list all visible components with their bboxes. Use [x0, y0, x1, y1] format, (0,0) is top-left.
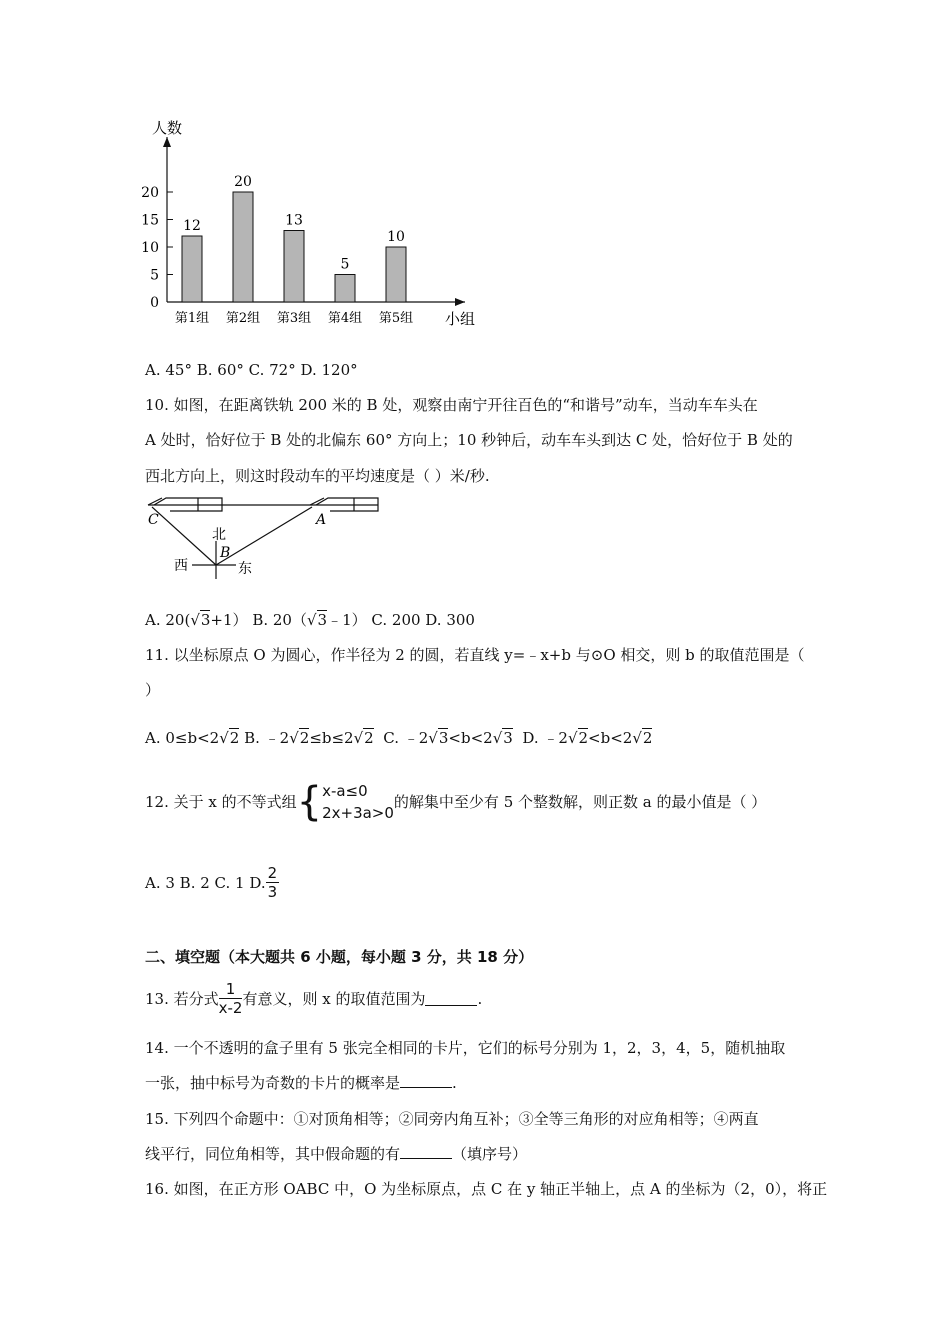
q10-options: [145, 610, 475, 630]
fraction-two-thirds: [266, 864, 280, 901]
x-axis-arrow: [455, 298, 465, 306]
x-axis-label: 小组: [445, 310, 476, 328]
label-north: 北: [212, 527, 226, 543]
train-figure: [140, 493, 390, 583]
q12-stem: [145, 780, 766, 824]
q11-line1: 11. 以坐标原点 O 为圆心，作半径为 2 的圆，若直线 y=﹣x+b 与⊙O 相交，则 b 的取值范围是（: [145, 646, 805, 664]
q11-option-c-mid: <b<2: [448, 729, 493, 747]
q13-end: .: [477, 989, 483, 1008]
q10-option-b-radicand: 3: [317, 611, 328, 629]
q12-options: [145, 864, 279, 901]
q12-opts: A. 3 B. 2 C. 1 D.: [145, 873, 266, 892]
q11-options: A. 0≤b<2√2 B. ﹣2√2≤b≤2√2 C. ﹣2√3<b<2√3 D. ﹣2√2<b<2√2: [145, 729, 653, 747]
bar-value-label: 20: [234, 174, 252, 190]
label-a: A: [316, 512, 327, 528]
q11-option-a: A. 0≤b<2: [145, 729, 220, 747]
frac-num: 2: [267, 864, 278, 882]
inequality-system: [322, 780, 394, 824]
q16-line1: 16. 如图，在正方形 OABC 中，O 为坐标原点，点 C 在 y 轴正半轴上，点 A 的坐标为（2，0），将正: [145, 1180, 828, 1198]
radicand: 2: [642, 729, 653, 747]
label-east: 东: [238, 561, 252, 577]
frac-den: 3: [267, 883, 278, 901]
q15-line1: 15. 下列四个命题中：①对顶角相等；②同旁内角互补；③全等三角形的对应角相等；④两直: [145, 1110, 759, 1128]
radicand: 2: [364, 729, 374, 747]
q10-line1: 10. 如图，在距离铁轨 200 米的 B 处，观察由南宁开往百色的“和谐号”动车，当动车车头在: [145, 396, 758, 414]
category-label: 第1组: [174, 311, 210, 326]
bar: [335, 275, 355, 303]
y-tick-label: 20: [141, 185, 159, 201]
q15-line2-wrap: [145, 1144, 527, 1164]
label-west: 西: [174, 558, 188, 574]
frac-den: x-2: [218, 999, 243, 1017]
q9-options: A. 45° B. 60° C. 72° D. 120°: [145, 361, 358, 379]
y-tick-label: 10: [141, 240, 159, 256]
inequality-2: 2x+3a>0: [322, 804, 394, 822]
q12-pre: 12. 关于 x 的不等式组: [145, 793, 297, 811]
label-c: C: [148, 512, 159, 528]
brace-icon: {: [296, 779, 323, 825]
q11-option-b-mid: ≤b≤2: [309, 729, 354, 747]
y-tick-label: 15: [141, 212, 159, 229]
radicand: 3: [438, 729, 449, 747]
frac-num: 1: [219, 980, 243, 999]
q14-end: .: [452, 1074, 457, 1092]
q14-line1: 14. 一个不透明的盒子里有 5 张完全相同的卡片，它们的标号分别为 1，2，3，4，5，随机抽取: [145, 1039, 786, 1057]
q11-option-d-mid: <b<2: [588, 729, 633, 747]
answer-blank[interactable]: [400, 1144, 452, 1159]
bar-chart: [140, 115, 500, 335]
y-axis-arrow: [163, 137, 171, 147]
q14-line2: 一张，抽中标号为奇数的卡片的概率是: [145, 1074, 401, 1092]
sqrt-sign: √: [306, 611, 317, 629]
bar: [233, 192, 253, 302]
radicand: 2: [578, 729, 589, 747]
q10-option-a-post: +1）: [210, 611, 248, 629]
q13: [145, 980, 482, 1017]
q11-line2: ）: [145, 681, 161, 699]
bar: [284, 231, 304, 303]
category-label: 第2组: [225, 311, 261, 326]
q11-option-b: B. ﹣2: [244, 729, 290, 747]
category-label: 第5组: [378, 311, 414, 326]
radicand: 2: [299, 729, 310, 747]
q13-post: 有意义，则 x 的取值范围为: [242, 989, 426, 1008]
q10-option-b-pre: B. 20（: [252, 611, 307, 629]
bar-value-label: 13: [285, 212, 303, 229]
q10-option-cd: C. 200 D. 300: [371, 611, 475, 629]
bar-value-label: 5: [340, 256, 350, 273]
q10-option-a-radicand: 3: [200, 611, 211, 629]
answer-blank[interactable]: [425, 991, 477, 1006]
q10-option-a-pre: A. 20(: [145, 611, 191, 629]
q15-end: （填序号）: [452, 1145, 528, 1163]
category-label: 第3组: [276, 311, 312, 326]
bar-value-label: 10: [387, 229, 405, 245]
q11-option-c: C. ﹣2: [383, 729, 429, 747]
radicand: 2: [229, 729, 240, 747]
y-tick-label: 0: [150, 295, 159, 311]
radicand: 3: [503, 729, 513, 747]
bar-value-label: 12: [183, 218, 201, 234]
inequality-1: x-a≤0: [322, 782, 368, 800]
y-tick-label: 5: [150, 267, 159, 284]
label-b: B: [220, 545, 231, 561]
y-axis-label: 人数: [152, 119, 183, 137]
bar: [386, 247, 406, 302]
bar: [182, 236, 202, 302]
q10-option-b-post: ﹣1）: [327, 611, 367, 629]
fraction: [219, 980, 243, 1017]
category-label: 第4组: [327, 311, 363, 326]
q12-post: 的解集中至少有 5 个整数解，则正数 a 的最小值是（ ）: [393, 793, 767, 811]
sqrt-sign: √: [190, 611, 200, 629]
q15-line2: 线平行，同位角相等，其中假命题的有: [145, 1145, 401, 1163]
q11-option-d: D. ﹣2: [522, 729, 568, 747]
q13-pre: 13. 若分式: [145, 989, 219, 1008]
q10-line2: A 处时，恰好位于 B 处的北偏东 60° 方向上；10 秒钟后，动车车头到达 C 处，恰好位于 B 处的: [145, 431, 793, 449]
q10-line3: 西北方向上，则这时段动车的平均速度是（ ）米/秒.: [145, 467, 490, 485]
section-title: 二、填空题（本大题共 6 小题，每小题 3 分，共 18 分）: [145, 948, 534, 966]
q14-line2-wrap: [145, 1073, 457, 1093]
answer-blank[interactable]: [400, 1073, 452, 1088]
